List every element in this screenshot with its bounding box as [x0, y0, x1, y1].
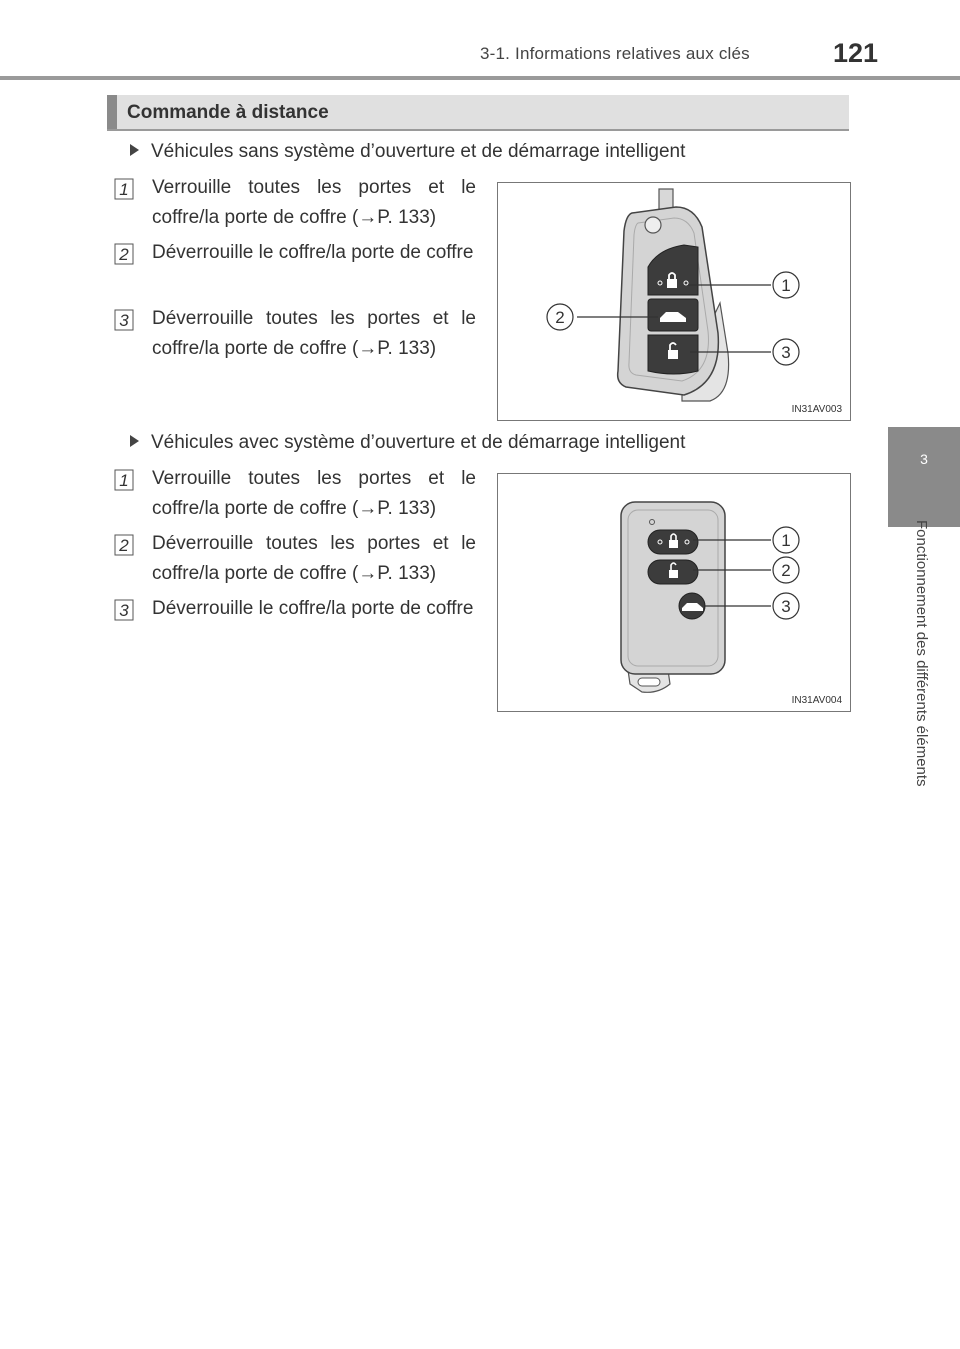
- item-description: Déverrouille toutes les portes et le coffre/la porte de coffre (→P. 133): [152, 533, 476, 584]
- item-description: Verrouille toutes les portes et le coffre/la porte de coffre (→P. 133): [152, 177, 476, 228]
- flip-key-illustration: [498, 183, 850, 420]
- triangle-bullet-icon: [130, 144, 139, 156]
- chapter-tab: [888, 427, 960, 527]
- smart-key-illustration: [498, 474, 850, 711]
- header-rule: [0, 76, 960, 80]
- figure-flip-key: [497, 182, 851, 421]
- callout-label-2: 2: [555, 308, 565, 327]
- variant-heading: [130, 141, 685, 163]
- figure-smart-key: [497, 473, 851, 712]
- callout-label-1: 1: [781, 276, 791, 295]
- chapter-number: 3: [920, 451, 928, 467]
- running-header: 3-1. Informations relatives aux clés: [480, 44, 750, 63]
- key-release-button: [645, 217, 661, 233]
- figure-code: IN31AV004: [791, 695, 842, 706]
- key-tab-slot: [638, 678, 660, 686]
- section-header: [107, 95, 849, 131]
- variant-heading-text: Véhicules sans système d’ouverture et de démarrage intelligent: [151, 141, 686, 162]
- item-number-badge: 3: [114, 309, 134, 331]
- smart-key-body: [621, 502, 725, 674]
- section-title: Commande à distance: [127, 102, 329, 123]
- item-number-badge: 1: [114, 178, 134, 200]
- page-number: 121: [833, 38, 879, 68]
- callout-label-3: 3: [781, 343, 791, 362]
- item-number-badge: 1: [114, 469, 134, 491]
- callout-label-2: 2: [781, 561, 791, 580]
- variant-heading: [130, 432, 685, 454]
- chapter-title: Fonctionnement des différents éléments: [913, 520, 930, 787]
- item-number-badge: 2: [114, 534, 134, 556]
- item-description: Verrouille toutes les portes et le coffre/la porte de coffre (→P. 133): [152, 468, 476, 519]
- item-number-badge: 3: [114, 599, 134, 621]
- item-description: Déverrouille toutes les portes et le coffre/la porte de coffre (→P. 133): [152, 308, 476, 359]
- callout-label-3: 3: [781, 597, 791, 616]
- figure-code: IN31AV003: [791, 404, 842, 415]
- callout-label-1: 1: [781, 531, 791, 550]
- item-number-badge: 2: [114, 243, 134, 265]
- section-accent: [107, 95, 117, 129]
- variant-heading-text: Véhicules avec système d’ouverture et de démarrage intelligent: [151, 432, 686, 453]
- item-description: Déverrouille le coffre/la porte de coffre: [152, 242, 474, 263]
- triangle-bullet-icon: [130, 435, 139, 447]
- item-description: Déverrouille le coffre/la porte de coffre: [152, 598, 474, 619]
